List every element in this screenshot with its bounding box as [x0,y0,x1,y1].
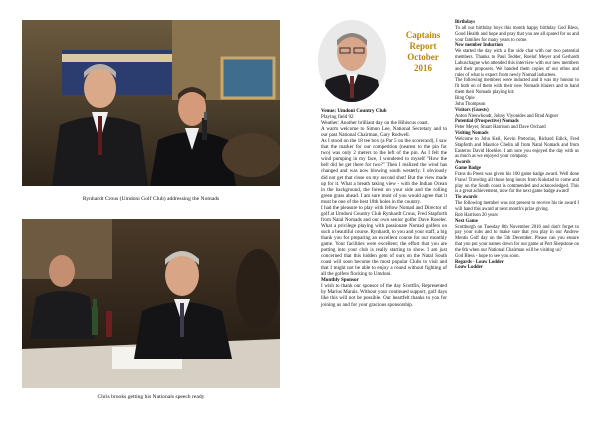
captain-portrait [318,20,386,102]
report-title-line-4: 2016 [414,63,432,73]
report-title-line-2: Report [409,41,437,51]
paragraph: God Bless - hope to see you soon. [455,253,520,259]
section-heading: Louw Lodder [455,265,483,271]
paragraph: Weather: Another brilliant day on the Hibiscus coast. [321,120,429,127]
bottom-photo-caption: Chris brooks getting his Nationals speech ready [97,394,205,400]
paragraph: We started the day with a fire side chat with our two potential members. Thanks to Paul Tedder, Roelof Meyer and Gerhardt Labuschagne who attended this interview with our new members and their proposers. We handed them copies of our ethos and rules of what is expect from newly Nomad inductees. [455,49,579,78]
section-heading: Birthdays [455,20,476,25]
paragraph: As I stood on the 18 tee box (a Par 5 on the scorecard), I saw that the marker for our competition (nearest to the pin for two) was only 2 meters to the left of the pin. As I felt the wind pumping in my face, I wondered to myself "How the hell did he get there for two?" Then I realized the wind has changed and was now blowing south westerly. I obviously did not get that close on my second shot! But the view made up for it. What a breath taking view - with the Indian Ocean in the background, the forest on your side and the rolling green grass ahead. I am sure most of you would agree that it must be one of the best 18th holes in the country. [321,138,447,205]
paragraph: Frans du Preez was given his 100 game badge award. Well done Frans! Traveling all those long hours from Kokstad to come and play on the South coast is commended and acknowledged. This is a great achievement, now for the next game badge award! [455,171,579,195]
dinner-photo-illustration [22,219,280,388]
section-heading: New member Induction [455,43,503,49]
speech-photo-illustration [22,20,280,186]
bottom-photo [22,219,280,388]
paragraph: Rob Harrison 20 years [455,212,498,218]
captain-portrait-illustration [318,20,386,102]
section-heading: Awards [455,160,471,166]
section-heading: Potential (Prospective) Nomads [455,119,519,125]
report-title-line-3: October [407,52,439,62]
section-heading: Game Badge [455,166,481,172]
paragraph: I had the pleasure to play with fellow Nomad and Director of golf at Umdoni Country Club Rynhardt Crous, Fred Stapforth from Natal Nomads and our own senior golfer Dave Roseler. What a privilege playing with passionate Nomad golfers on such a beautiful course. Rynhardt, to you and your staff, a big thank you for preparing an excellent course for our monthly game. Your facilities were excellent; the effort that you are putting into your club is really starting to show. I am just concerned that this hidden gem of ours on the Natal South coast will soon become the most popular Clubs to visit and that I might not be able to enjoy a round without fighting of all the golfers flocking to Umdoni. [321,204,447,278]
section-heading: Tie awards [455,195,478,201]
paragraph: I wish to thank our sponsor of the day Scottfin, Represented by Marius Marais. Without your continued support, golf days like this will not be possible. Our heartfelt thanks to you for joining us and for your gracious sponsorship. [321,283,447,308]
paragraph: Anton Nieuwhoudt, Johny Viyonides and Brad Aigner [455,113,559,119]
top-photo [22,20,280,186]
section-heading: Visiting Nomads [455,131,489,137]
paragraph: Playing field 92 [321,114,354,121]
paragraph: A warm welcome to Simon Lee, National Secretary and to our past National Chairman, Gary Rodwell. [321,126,447,139]
paragraph: To all our birthday boys this month happy birthday God Bless, Good Health and hope and pray that you are all spared for us and your families for many years to come. [455,25,579,43]
section-heading: Visitors (Guests) [455,107,489,113]
section-heading: Monthly Sponsor [321,277,359,284]
paragraph: Welcome to John Keil, Kevin Pretorius, Richard Edick, Fred Stapforth and Maurice Chelin all from Natal Nomads and from Easterns David Hoehler. I am sure you enjoyed the day with us as much as we enjoyed your company. [455,136,579,160]
news-column [455,20,579,271]
paragraph: Bing Opie [455,95,475,101]
report-title [394,30,452,74]
paragraph: The following member was not present to receive his tie award I will hand this award at next month's prize giving. [455,201,579,212]
section-heading: Regards - Louw Lodder [455,259,504,265]
paragraph: The following members were inducted and it was my honour to fit both on of them with their new Nomads blazers and to hand them their Nomads playing kit: [455,78,579,96]
paragraph: Scottburgh on Tuesday 8th November 2016 and don't forget to pay your subs and to make sure that you play in our Andrew Mentis Golf day on the 5th December. Please can you ensure that you put your names down for our game at Port Shepstone on the 6th when our National Chairman will be visiting us? [455,224,579,253]
paragraph: John Thompson [455,101,486,107]
venue-column [321,108,447,308]
top-photo-caption: Rynhardt Crous (Umdoni Golf Club) addressing the Nomads [82,196,220,202]
section-heading: Next Game [455,218,478,224]
section-heading: Venue: Umdoni Country Club [321,108,387,114]
paragraph: Peter Meyer, Stuart Harrison and Dave Orchard [455,125,546,131]
report-title-line-1: Captains [405,30,441,40]
